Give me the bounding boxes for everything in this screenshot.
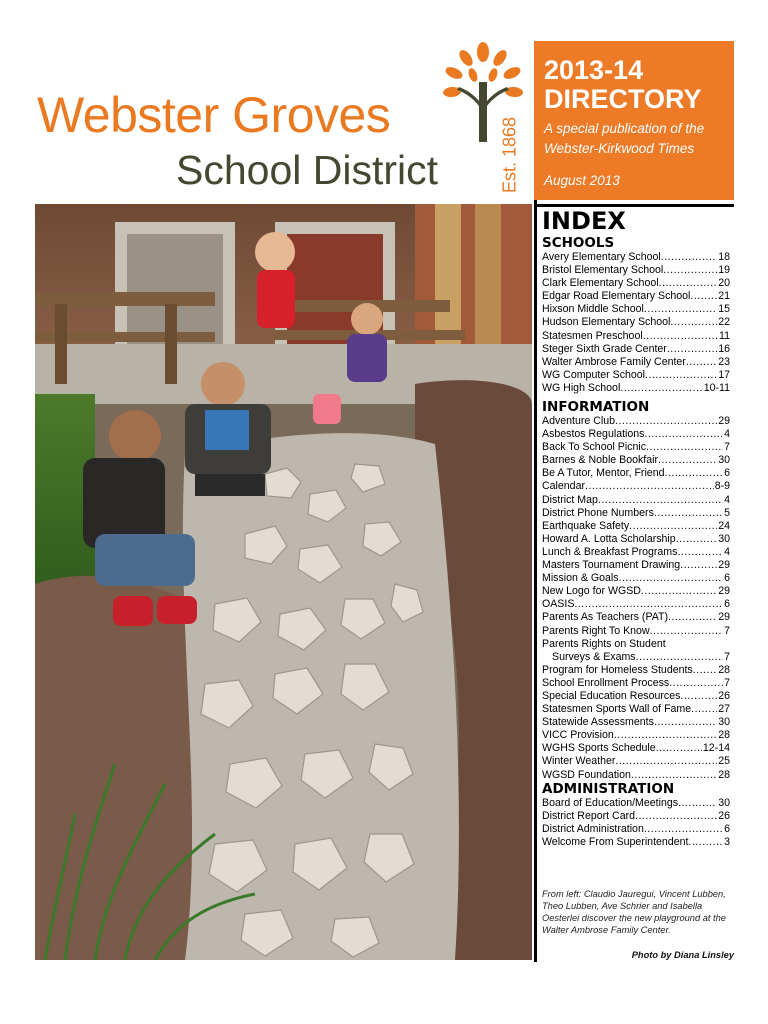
index-entry-page: 5 (724, 506, 730, 519)
dot-leader (693, 664, 717, 677)
directory-year: 2013-14 (544, 55, 644, 85)
index-entry-name: Statewide Assessments (542, 716, 654, 729)
index-entry-page: 29 (718, 611, 730, 624)
index-entry-name: Adventure Club (542, 415, 616, 427)
index-entry-page: 7 (724, 676, 730, 689)
index-entry-information (542, 480, 730, 493)
index-entry-name: Clark Elementary School (542, 277, 659, 290)
index-entry-page: 6 (724, 467, 730, 480)
dot-leader (635, 810, 717, 823)
dot-leader (690, 290, 717, 303)
index-entry-information (542, 585, 730, 598)
dot-leader (688, 836, 723, 849)
dot-leader (686, 356, 717, 369)
dot-leader (643, 330, 718, 343)
index-entry-page: 20 (718, 277, 730, 290)
index-entry-page: 6 (724, 598, 730, 611)
index-entry-page: 28 (718, 663, 730, 676)
index-entry-information (542, 559, 730, 572)
index-entry-name: Avery Elementary School (542, 251, 661, 263)
index-entry-information (542, 638, 730, 651)
index-entry-page: 27 (718, 703, 730, 716)
index-entry-page: 6 (724, 823, 730, 836)
dot-leader (677, 546, 723, 559)
index-entry-information (542, 415, 730, 428)
dot-leader (615, 755, 717, 768)
index-entry-name: Surveys & Exams (552, 650, 636, 663)
index-entry-administration (542, 810, 730, 823)
index-entry-information (542, 546, 730, 559)
dot-leader (659, 277, 718, 290)
index-entry-name: WGSD Foundation (542, 768, 631, 781)
dot-leader (667, 343, 717, 356)
cover-photo (35, 204, 532, 960)
index-entry-school (542, 277, 730, 290)
index-entry-name: Parents Right To Know (542, 624, 650, 637)
dot-leader (676, 533, 718, 546)
dot-leader (680, 690, 717, 703)
dot-leader (656, 742, 702, 755)
index-entry-information (542, 729, 730, 742)
index-entry-name: Statesmen Preschool (542, 329, 643, 342)
tree-logo-icon (440, 40, 526, 144)
dot-leader (663, 264, 717, 277)
index-entry-information (542, 598, 730, 611)
index-entry-page: 25 (718, 755, 730, 768)
index-entry-information (542, 507, 730, 520)
index-entry-administration (542, 823, 730, 836)
index-entry-school (542, 369, 730, 382)
dot-leader (654, 716, 717, 729)
dot-leader (650, 625, 724, 638)
index-entry-information (542, 651, 730, 664)
index-entry-page: 4 (724, 493, 730, 506)
dot-leader (645, 369, 717, 382)
index-entry-school (542, 382, 730, 395)
dot-leader (644, 823, 723, 836)
index-entry-name: Program for Homeless Students (542, 663, 693, 676)
index-entry-page: 30 (718, 797, 730, 809)
dot-leader (614, 729, 717, 742)
index-entry-name: Hixson Middle School (542, 303, 644, 316)
established-label: Est. 1868 (499, 116, 520, 194)
index-entry-information (542, 611, 730, 624)
index-entry-name: New Logo for WGSD (542, 585, 641, 598)
dot-leader (646, 441, 723, 454)
dot-leader (669, 677, 723, 690)
index-entry-information (542, 625, 730, 638)
index-entry-page: 7 (724, 624, 730, 637)
index-entry-page: 12-14 (702, 742, 730, 755)
dot-leader (664, 467, 723, 480)
index-entry-page: 16 (718, 342, 730, 355)
dot-leader (670, 316, 717, 329)
index-entry-information (542, 690, 730, 703)
index-entry-page: 10-11 (703, 381, 730, 394)
index-entry-name: Asbestos Regulations (542, 428, 645, 441)
index-entry-information (542, 716, 730, 729)
index-entry-name: School Enrollment Process (542, 676, 670, 689)
index-entry-page: 30 (718, 716, 730, 729)
index-entry-page: 30 (718, 454, 730, 467)
index-entry-name: Howard A. Lotta Scholarship (542, 532, 676, 545)
index-entry-page: 30 (718, 532, 730, 545)
index-entry-page: 29 (718, 585, 730, 598)
index-heading: INDEX (542, 207, 626, 235)
index-entry-school (542, 303, 730, 316)
vertical-divider (534, 200, 537, 962)
index-entry-name: District Report Card (542, 810, 636, 823)
index-entry-name: WG High School (542, 381, 621, 394)
index-entry-information (542, 755, 730, 768)
index-entry-name: District Administration (542, 823, 644, 836)
schools-heading: SCHOOLS (542, 235, 615, 251)
administration-list (542, 797, 730, 849)
dot-leader (658, 454, 717, 467)
index-entry-page: 8-9 (714, 480, 730, 493)
index-entry-page: 28 (718, 729, 730, 742)
photo-credit: Photo by Diana Linsley (631, 950, 734, 960)
index-entry-name: District Phone Numbers (542, 506, 654, 519)
index-entry-information (542, 520, 730, 533)
dot-leader (644, 428, 723, 441)
publication-subtitle-line1: A special publication of the (544, 121, 705, 136)
index-entry-name: Board of Education/Meetings (542, 797, 679, 809)
dot-leader (629, 520, 717, 533)
index-entry-information (542, 428, 730, 441)
dot-leader (668, 611, 717, 624)
index-entry-name: Steger Sixth Grade Center (542, 342, 667, 355)
index-entry-name: Welcome From Superintendent (542, 836, 689, 849)
index-entry-page: 28 (718, 768, 730, 781)
index-entry-name: Statesmen Sports Wall of Fame (542, 703, 692, 716)
dot-leader (615, 415, 717, 428)
index-entry-information (542, 769, 730, 782)
index-entry-page: 7 (724, 650, 730, 663)
index-entry-page: 17 (718, 368, 730, 381)
dot-leader (644, 303, 717, 316)
index-entry-page: 26 (718, 810, 730, 823)
index-entry-information (542, 742, 730, 755)
index-entry-information (542, 677, 730, 690)
photo-caption: From left: Claudio Jauregui, Vincent Lubben, Theo Lubben, Ave Schrier and Isabella Oesterlei discover the new playground at the Walter Ambrose Family Center. (542, 889, 726, 935)
index-entry-administration (542, 797, 730, 810)
index-entry-page: 15 (718, 303, 730, 316)
index-entry-name: Bristol Elementary School (542, 264, 664, 277)
index-entry-school (542, 330, 730, 343)
index-entry-school (542, 343, 730, 356)
dot-leader (678, 797, 717, 810)
dot-leader (585, 480, 714, 493)
index-entry-name: District Map (542, 493, 598, 506)
index-entry-name: Masters Tournament Drawing (542, 559, 681, 572)
index-entry-name: Earthquake Safety (542, 519, 630, 532)
index-entry-name: Lunch & Breakfast Programs (542, 545, 678, 558)
information-list (542, 415, 730, 782)
index-entry-information (542, 467, 730, 480)
brand-name-school-district: School District (176, 147, 439, 193)
index-entry-name: VICC Provision (542, 729, 614, 742)
index-entry-page: 4 (724, 545, 730, 558)
index-entry-school (542, 264, 730, 277)
index-entry-page: 7 (724, 441, 730, 454)
index-entry-information (542, 441, 730, 454)
index-entry-information (542, 703, 730, 716)
index-entry-page: 19 (718, 264, 730, 277)
directory-title-box (534, 41, 734, 200)
index-entry-page: 11 (719, 329, 730, 342)
brand-name-webster-groves: Webster Groves (37, 87, 391, 143)
index-entry-information (542, 664, 730, 677)
dot-leader (620, 382, 702, 395)
dot-leader (661, 251, 717, 264)
index-entry-page: 4 (724, 428, 730, 441)
dot-leader (691, 703, 717, 716)
index-entry-name: WG Computer School (542, 368, 646, 381)
index-entry-page: 26 (718, 689, 730, 702)
index-entry-page: 3 (724, 836, 730, 849)
index-entry-school (542, 251, 730, 264)
index-entry-name: OASIS (542, 598, 575, 611)
index-entry-name: Parents Rights on Student (542, 637, 666, 650)
information-heading: INFORMATION (542, 399, 650, 415)
index-entry-information (542, 533, 730, 546)
index-entry-page: 22 (718, 316, 730, 329)
index-entry-name: Special Education Resources (542, 689, 681, 702)
index-entry-page: 23 (718, 355, 730, 368)
index-entry-administration (542, 836, 730, 849)
index-entry-name: Hudson Elementary School (542, 316, 671, 329)
schools-list (542, 251, 730, 395)
dot-leader (636, 651, 723, 664)
publication-subtitle-line2: Webster-Kirkwood Times (544, 141, 695, 156)
dot-leader (598, 494, 723, 507)
index-entry-name: Mission & Goals (542, 572, 619, 585)
index-entry-page: 24 (718, 519, 730, 532)
index-entry-name: Back To School Picnic (542, 441, 647, 454)
index-entry-name: Walter Ambrose Family Center (542, 355, 686, 368)
dot-leader (654, 507, 723, 520)
dot-leader (574, 598, 723, 611)
index-entry-school (542, 316, 730, 329)
dot-leader (631, 769, 717, 782)
index-entry-name: WGHS Sports Schedule (542, 742, 656, 755)
directory-title: DIRECTORY (544, 84, 702, 114)
index-entry-page: 21 (718, 290, 730, 303)
index-entry-name: Winter Weather (542, 755, 616, 768)
index-entry-page: 6 (724, 572, 730, 585)
dot-leader (680, 559, 717, 572)
index-entry-information (542, 494, 730, 507)
index-entry-name: Barnes & Noble Bookfair (542, 454, 659, 467)
index-entry-information (542, 572, 730, 585)
index-entry-page: 29 (718, 559, 730, 572)
index-entry-school (542, 290, 730, 303)
index-entry-page: 29 (718, 415, 730, 427)
administration-heading: ADMINISTRATION (542, 781, 675, 797)
index-entry-page: 18 (718, 251, 730, 263)
index-entry-school (542, 356, 730, 369)
dot-leader (641, 585, 717, 598)
publication-date: August 2013 (544, 173, 620, 188)
dot-leader (619, 572, 724, 585)
index-entry-name: Calendar (542, 480, 585, 493)
index-entry-name: Be A Tutor, Mentor, Friend (542, 467, 665, 480)
index-entry-name: Edgar Road Elementary School (542, 290, 691, 303)
index-entry-information (542, 454, 730, 467)
index-entry-name: Parents As Teachers (PAT) (542, 611, 668, 624)
